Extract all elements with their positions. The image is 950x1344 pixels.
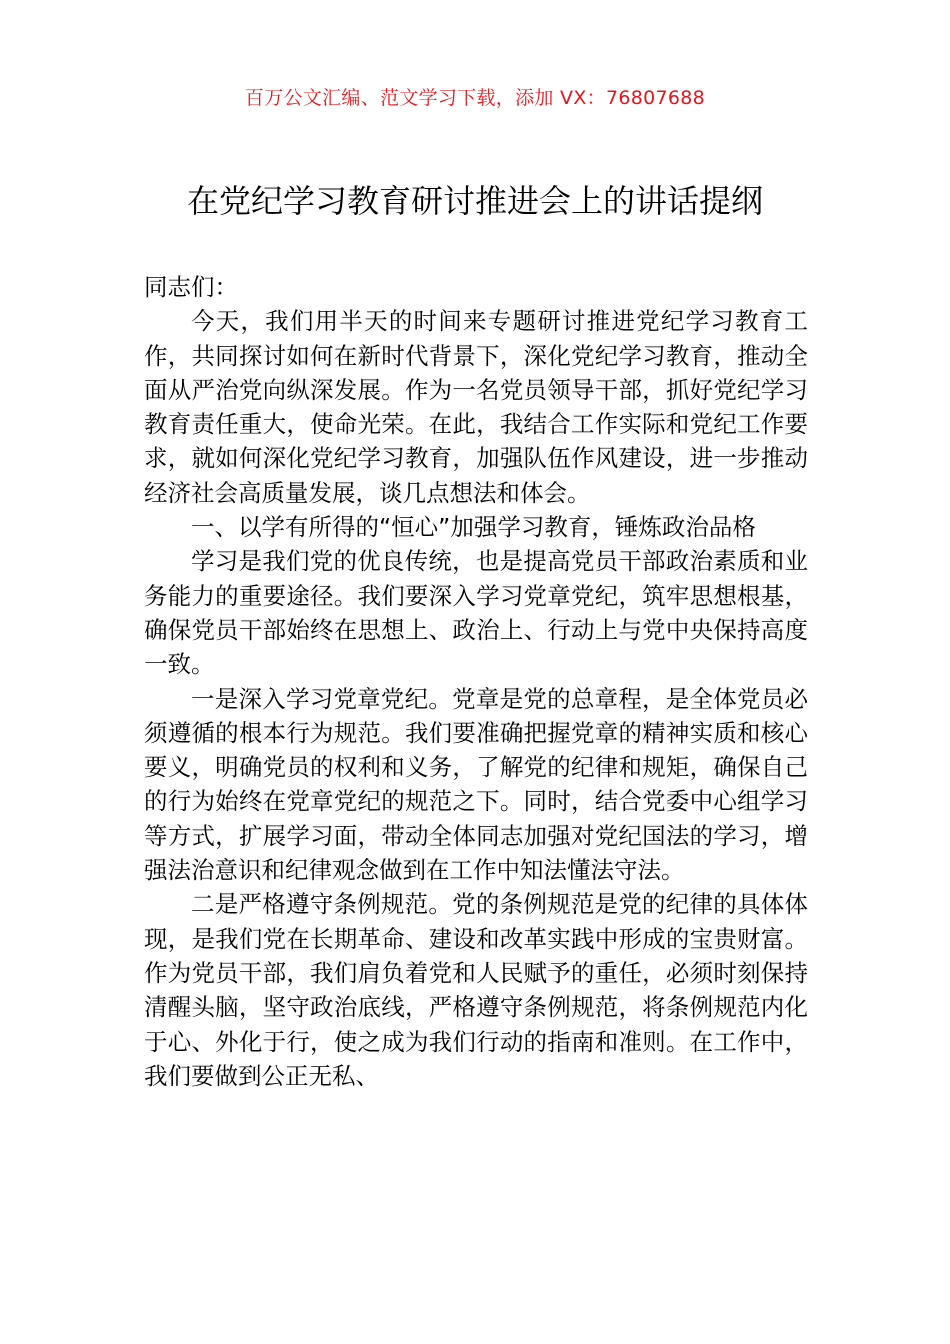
paragraph-point-1: 一是深入学习党章党纪。党章是党的总章程，是全体党员必须遵循的根本行为规范。我们要准确把握党章的精神实质和核心要义，明确党员的权利和义务，了解党的纪律和规矩，确保自己的行为始终在党章党纪的规范之下。同时，结合党委中心组学习等方式，扩展学习面，带动全体同志加强对党纪国法的学习，增强法治意识和纪律观念做到在工作中知法懂法守法。	[144, 684, 808, 885]
salutation: 同志们：	[144, 273, 238, 301]
paragraph-section-1-intro: 学习是我们党的优良传统，也是提高党员干部政治素质和业务能力的重要途径。我们要深入学习党章党纪，筑牢思想根基，确保党员干部始终在思想上、政治上、行动上与党中央保持高度一致。	[144, 547, 808, 679]
section-heading-1: 一、以学有所得的“恒心”加强学习教育，锤炼政治品格	[191, 513, 756, 542]
document-title: 在党纪学习教育研讨推进会上的讲话提纲	[186, 182, 763, 220]
paragraph-point-2: 二是严格遵守条例规范。党的条例规范是党的纪律的具体体现，是我们党在长期革命、建设和改革实践中形成的宝贵财富。作为党员干部，我们肩负着党和人民赋予的重任，必须时刻保持清醒头脑，坚守政治底线，严格遵守条例规范，将条例规范内化于心、外化于行，使之成为我们行动的指南和准则。在工作中，我们要做到公正无私、	[144, 890, 808, 1090]
document-body	[144, 270, 808, 1093]
paragraph-intro: 今天，我们用半天的时间来专题研讨推进党纪学习教育工作，共同探讨如何在新时代背景下，深化党纪学习教育，推动全面从严治党向纵深发展。作为一名党员领导干部，抓好党纪学习教育责任重大，使命光荣。在此，我结合工作实际和党纪工作要求，就如何深化党纪学习教育，加强队伍作风建设，进一步推动经济社会高质量发展，谈几点想法和体会。	[144, 307, 808, 507]
header-watermark: 百万公文汇编、范文学习下载，添加 VX：76807688	[244, 87, 706, 109]
